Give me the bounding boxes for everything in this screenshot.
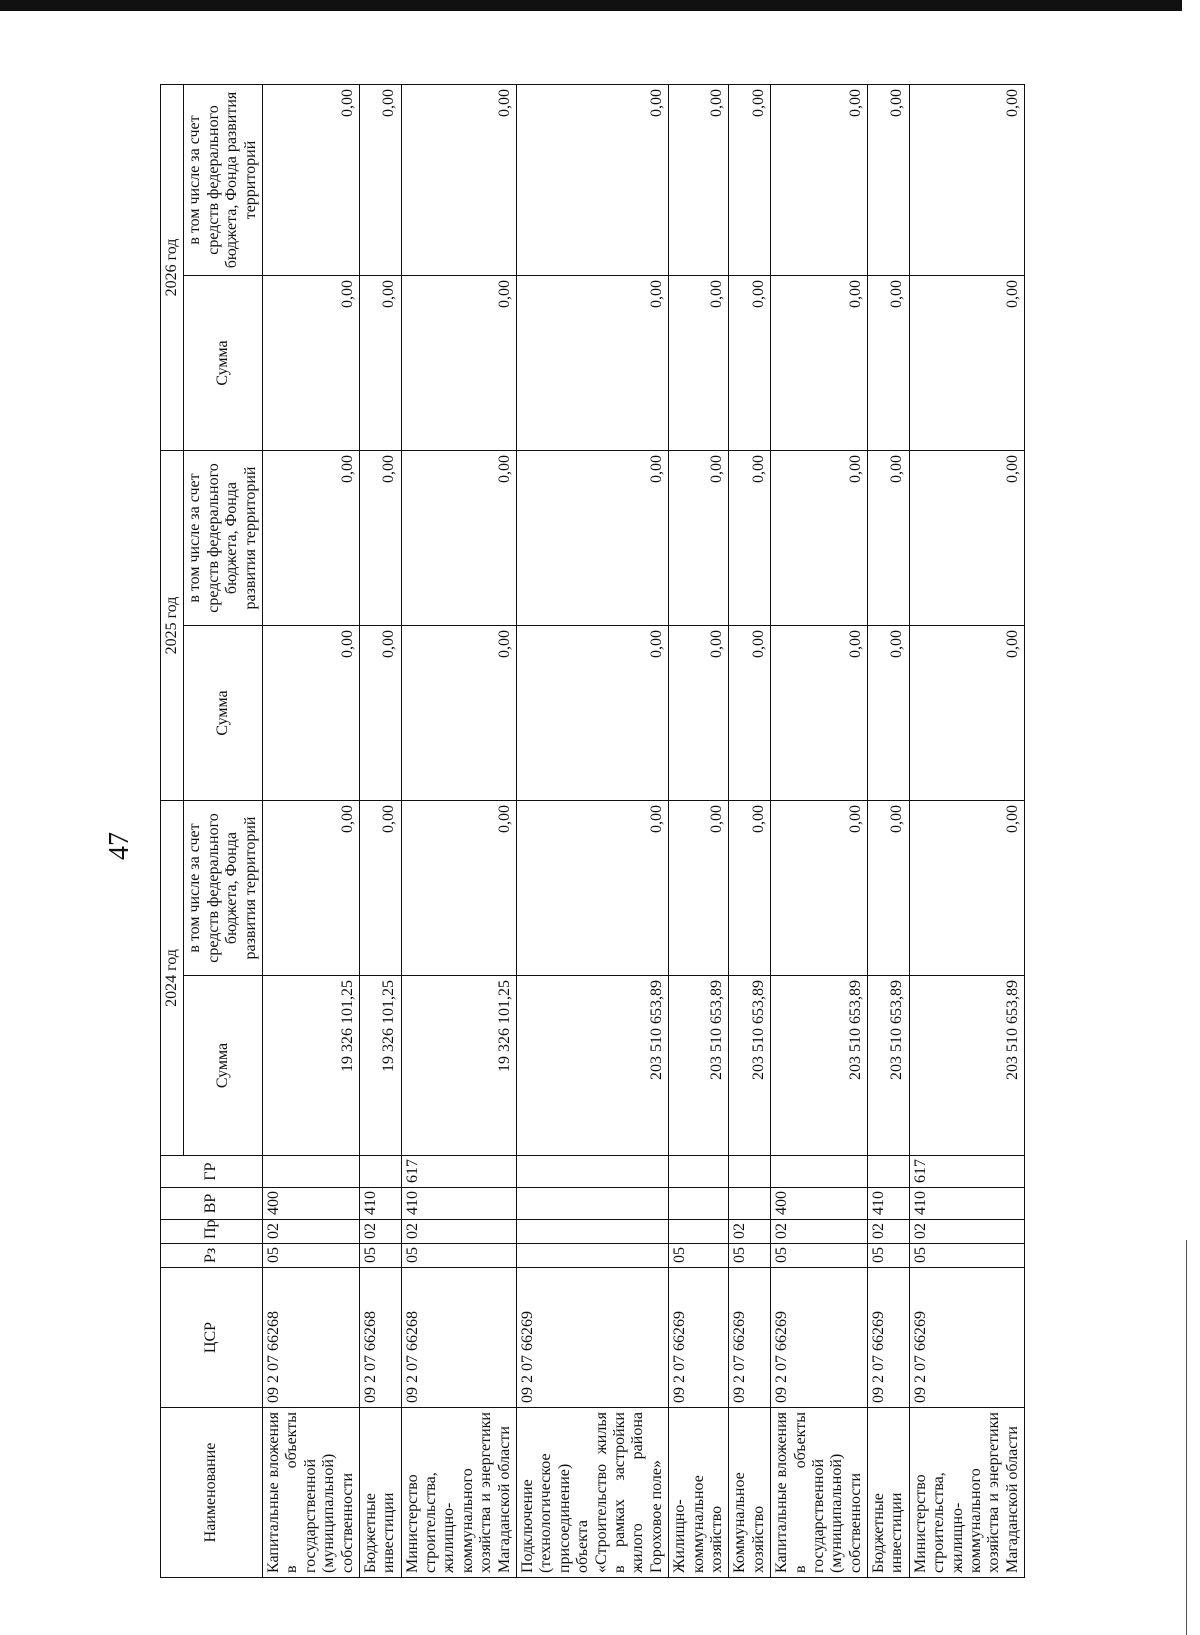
- cell-sum-2024: 203 510 653,89: [729, 976, 771, 1156]
- cell-sum-2024: 19 326 101,25: [401, 976, 516, 1156]
- cell-rz: 05: [262, 1244, 359, 1268]
- header-csr: ЦСР: [161, 1268, 263, 1408]
- budget-table: [160, 84, 1025, 1578]
- header-vr: ВР: [161, 1188, 263, 1220]
- cell-rz: 05: [909, 1244, 1024, 1268]
- cell-name: Подключение (технологическое присоединение) объекта «Строительство жилья в рамках застройки жилого района Гороховое поле»: [517, 1408, 669, 1578]
- cell-name: Министерство строительства, жилищно-коммунального хозяйства и энергетики Магаданской области: [909, 1408, 1024, 1578]
- cell-fed-2026: 0,00: [729, 85, 771, 276]
- cell-gr: [262, 1156, 359, 1188]
- cell-sum-2025: 0,00: [359, 626, 401, 801]
- cell-rz: [517, 1244, 669, 1268]
- cell-fed-2025: 0,00: [729, 451, 771, 626]
- cell-fed-2026: 0,00: [868, 85, 910, 276]
- cell-fed-2025: 0,00: [517, 451, 669, 626]
- cell-pr: 02: [262, 1220, 359, 1244]
- cell-gr: [771, 1156, 868, 1188]
- cell-fed-2024: 0,00: [729, 801, 771, 976]
- table-row: [729, 85, 771, 1578]
- cell-sum-2026: 0,00: [868, 276, 910, 451]
- cell-name: Бюджетные инвестиции: [868, 1408, 910, 1578]
- cell-csr: 09 2 07 66269: [669, 1268, 729, 1408]
- cell-vr: [669, 1188, 729, 1220]
- cell-rz: 05: [729, 1244, 771, 1268]
- cell-sum-2024: 203 510 653,89: [771, 976, 868, 1156]
- cell-pr: 02: [771, 1220, 868, 1244]
- cell-gr: 617: [401, 1156, 516, 1188]
- header-sum-2026: Сумма: [184, 276, 263, 451]
- cell-vr: 400: [262, 1188, 359, 1220]
- cell-vr: [517, 1188, 669, 1220]
- table-row: [401, 85, 516, 1578]
- cell-csr: 09 2 07 66268: [262, 1268, 359, 1408]
- header-pr: Пр: [161, 1220, 263, 1244]
- cell-csr: 09 2 07 66268: [359, 1268, 401, 1408]
- table-row: [517, 85, 669, 1578]
- header-sum-2024: Сумма: [184, 976, 263, 1156]
- cell-sum-2025: 0,00: [771, 626, 868, 801]
- cell-gr: 617: [909, 1156, 1024, 1188]
- cell-sum-2024: 203 510 653,89: [868, 976, 910, 1156]
- cell-fed-2024: 0,00: [517, 801, 669, 976]
- header-gr: ГР: [161, 1156, 263, 1188]
- cell-fed-2026: 0,00: [262, 85, 359, 276]
- cell-vr: 410: [401, 1188, 516, 1220]
- cell-vr: [729, 1188, 771, 1220]
- cell-fed-2025: 0,00: [359, 451, 401, 626]
- header-rz: Рз: [161, 1244, 263, 1268]
- cell-rz: 05: [401, 1244, 516, 1268]
- cell-gr: [868, 1156, 910, 1188]
- header-fed-2026: в том числе за счет средств федерального бюджета, Фонда развития территорий: [184, 85, 263, 276]
- cell-pr: 02: [359, 1220, 401, 1244]
- cell-csr: 09 2 07 66269: [868, 1268, 910, 1408]
- cell-fed-2026: 0,00: [771, 85, 868, 276]
- cell-vr: 410: [359, 1188, 401, 1220]
- budget-table-rotated: [160, 85, 1056, 1578]
- cell-fed-2025: 0,00: [771, 451, 868, 626]
- cell-sum-2024: 19 326 101,25: [262, 976, 359, 1156]
- cell-fed-2026: 0,00: [401, 85, 516, 276]
- table-row: [909, 85, 1024, 1578]
- cell-sum-2026: 0,00: [401, 276, 516, 451]
- cell-fed-2026: 0,00: [517, 85, 669, 276]
- cell-name: Капитальные вложения в объекты государственной (муниципальной) собственности: [262, 1408, 359, 1578]
- cell-pr: [669, 1220, 729, 1244]
- cell-rz: 05: [868, 1244, 910, 1268]
- header-year-2024: 2024 год: [161, 801, 184, 1156]
- cell-sum-2025: 0,00: [401, 626, 516, 801]
- cell-gr: [669, 1156, 729, 1188]
- cell-sum-2025: 0,00: [262, 626, 359, 801]
- cell-sum-2026: 0,00: [669, 276, 729, 451]
- cell-fed-2024: 0,00: [771, 801, 868, 976]
- cell-fed-2024: 0,00: [868, 801, 910, 976]
- scan-top-border: [0, 0, 1182, 11]
- cell-sum-2026: 0,00: [517, 276, 669, 451]
- cell-name: Капитальные вложения в объекты государственной (муниципальной) собственности: [771, 1408, 868, 1578]
- cell-rz: 05: [771, 1244, 868, 1268]
- cell-sum-2025: 0,00: [909, 626, 1024, 801]
- cell-csr: 09 2 07 66268: [401, 1268, 516, 1408]
- cell-csr: 09 2 07 66269: [517, 1268, 669, 1408]
- cell-sum-2025: 0,00: [729, 626, 771, 801]
- table-row: [771, 85, 868, 1578]
- header-name: Наименование: [161, 1408, 263, 1578]
- header-sum-2025: Сумма: [184, 626, 263, 801]
- cell-vr: 410: [868, 1188, 910, 1220]
- cell-pr: 02: [868, 1220, 910, 1244]
- cell-sum-2026: 0,00: [909, 276, 1024, 451]
- table-row: [262, 85, 359, 1578]
- cell-fed-2025: 0,00: [868, 451, 910, 626]
- cell-csr: 09 2 07 66269: [771, 1268, 868, 1408]
- table-row: [359, 85, 401, 1578]
- cell-pr: 02: [401, 1220, 516, 1244]
- cell-fed-2025: 0,00: [262, 451, 359, 626]
- table-row: [868, 85, 910, 1578]
- cell-sum-2024: 203 510 653,89: [909, 976, 1024, 1156]
- cell-gr: [517, 1156, 669, 1188]
- cell-csr: 09 2 07 66269: [729, 1268, 771, 1408]
- cell-fed-2024: 0,00: [909, 801, 1024, 976]
- cell-pr: [517, 1220, 669, 1244]
- cell-sum-2026: 0,00: [262, 276, 359, 451]
- cell-sum-2026: 0,00: [729, 276, 771, 451]
- cell-fed-2025: 0,00: [909, 451, 1024, 626]
- cell-rz: 05: [359, 1244, 401, 1268]
- cell-fed-2026: 0,00: [669, 85, 729, 276]
- cell-sum-2025: 0,00: [669, 626, 729, 801]
- cell-fed-2026: 0,00: [359, 85, 401, 276]
- cell-gr: [729, 1156, 771, 1188]
- cell-fed-2025: 0,00: [669, 451, 729, 626]
- cell-vr: 400: [771, 1188, 868, 1220]
- header-fed-2025: в том числе за счет средств федерального бюджета, Фонда развития территорий: [184, 451, 263, 626]
- cell-rz: 05: [669, 1244, 729, 1268]
- cell-fed-2026: 0,00: [909, 85, 1024, 276]
- cell-fed-2024: 0,00: [262, 801, 359, 976]
- cell-csr: 09 2 07 66269: [909, 1268, 1024, 1408]
- table-body: [262, 85, 1024, 1578]
- table-row: [669, 85, 729, 1578]
- cell-pr: 02: [909, 1220, 1024, 1244]
- header-year-2026: 2026 год: [161, 85, 184, 451]
- scan-edge-line: [1186, 1240, 1187, 1635]
- cell-name: Коммунальное хозяйство: [729, 1408, 771, 1578]
- cell-vr: 410: [909, 1188, 1024, 1220]
- cell-sum-2024: 203 510 653,89: [517, 976, 669, 1156]
- cell-sum-2025: 0,00: [868, 626, 910, 801]
- cell-fed-2024: 0,00: [401, 801, 516, 976]
- header-fed-2024: в том числе за счет средств федерального бюджета, Фонда развития территорий: [184, 801, 263, 976]
- cell-gr: [359, 1156, 401, 1188]
- cell-sum-2026: 0,00: [771, 276, 868, 451]
- cell-name: Бюджетные инвестиции: [359, 1408, 401, 1578]
- cell-name: Министерство строительства, жилищно-коммунального хозяйства и энергетики Магаданской области: [401, 1408, 516, 1578]
- cell-sum-2024: 203 510 653,89: [669, 976, 729, 1156]
- cell-sum-2026: 0,00: [359, 276, 401, 451]
- page-number: 47: [104, 832, 135, 860]
- cell-name: Жилищно-коммунальное хозяйство: [669, 1408, 729, 1578]
- cell-sum-2024: 19 326 101,25: [359, 976, 401, 1156]
- cell-fed-2024: 0,00: [359, 801, 401, 976]
- cell-fed-2025: 0,00: [401, 451, 516, 626]
- cell-pr: 02: [729, 1220, 771, 1244]
- header-year-2025: 2025 год: [161, 451, 184, 801]
- cell-sum-2025: 0,00: [517, 626, 669, 801]
- cell-fed-2024: 0,00: [669, 801, 729, 976]
